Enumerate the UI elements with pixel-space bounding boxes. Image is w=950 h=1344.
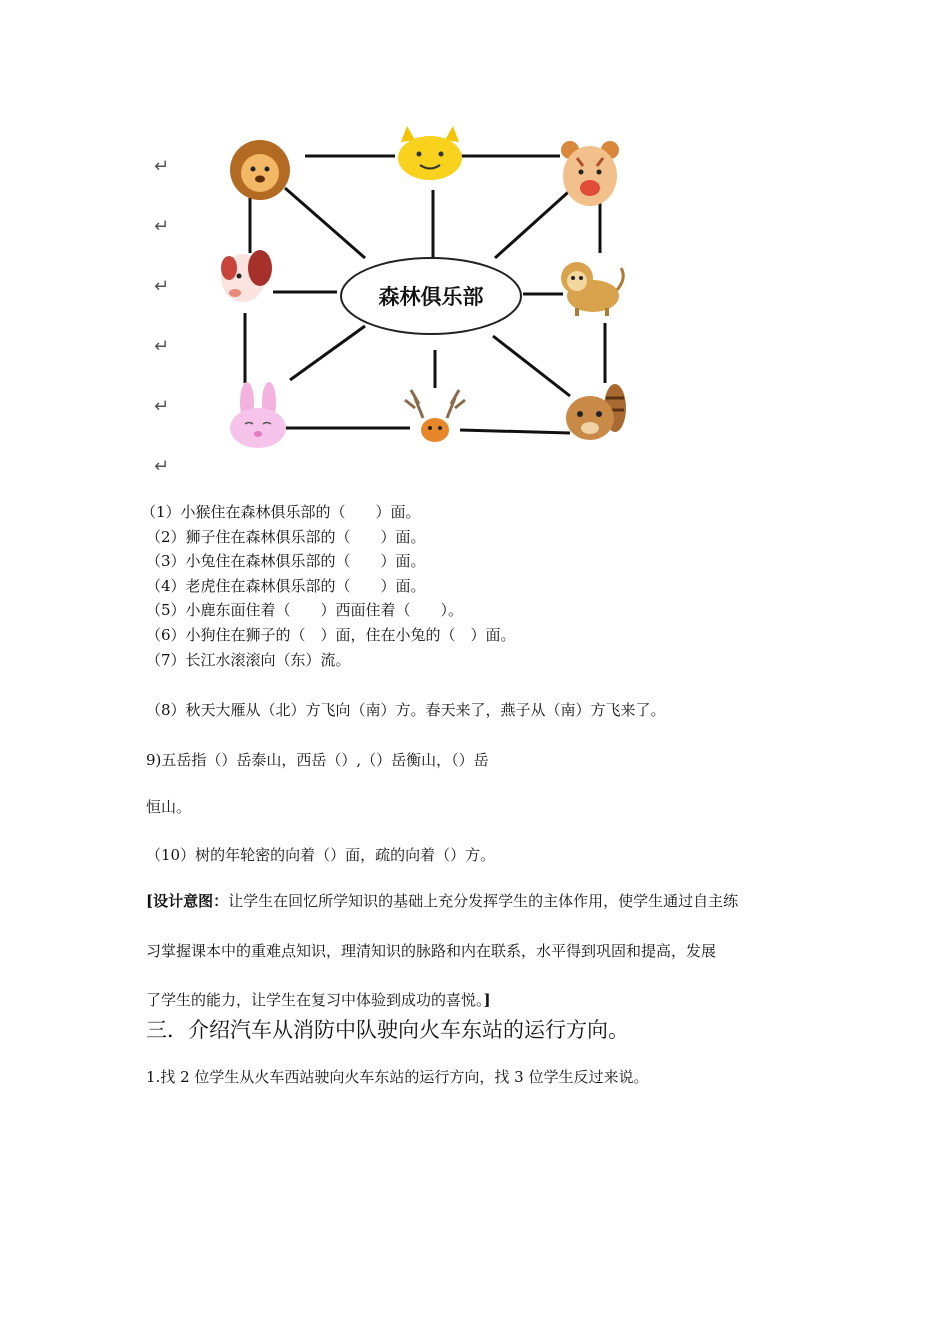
design-intent-line-2: 习掌握课本中的重难点知识，理清知识的脉路和内在联系，水平得到巩固和提高，发展	[146, 942, 717, 960]
design-intent-line-1	[146, 891, 738, 911]
forest-club-diagram	[205, 118, 635, 458]
dog-icon	[221, 250, 272, 302]
question-1: （1）小猴住在森林俱乐部的（ ）面。	[141, 503, 421, 521]
design-intent-label: [设计意图	[146, 892, 214, 910]
paragraph-mark: ↵	[154, 156, 170, 177]
question-4: （4）老虎住在森林俱乐部的（ ）面。	[146, 577, 426, 595]
question-9-continued: 恒山。	[146, 798, 192, 816]
deer-icon	[405, 390, 465, 442]
question-9: 9)五岳指（）岳泰山，西岳（）,（）岳衡山，（）岳	[146, 751, 489, 769]
question-6: （6）小狗住在狮子的（ ）面，住在小兔的（ ）面。	[146, 626, 516, 644]
paragraph-mark: ↵	[154, 276, 170, 297]
question-2: （2）狮子住在森林俱乐部的（ ）面。	[146, 528, 426, 546]
design-intent-text-1: 让学生在回忆所学知识的基础上充分发挥学生的主体作用，使学生通过自主练	[228, 892, 739, 910]
raccoon-icon	[566, 384, 626, 440]
task-1: 1.找 2 位学生从火车西站驶向火车东站的运行方向，找 3 位学生反过来说。	[146, 1068, 649, 1086]
cat-icon	[398, 126, 462, 180]
question-3: （3）小兔住在森林俱乐部的（ ）面。	[146, 552, 426, 570]
forest-club-label: 森林俱乐部	[378, 285, 484, 309]
design-intent-text-3: 了学生的能力，让学生在复习中体验到成功的喜悦。	[146, 991, 484, 1009]
paragraph-mark: ↵	[154, 216, 170, 237]
tiger-icon	[561, 141, 619, 206]
design-intent-close: ]	[483, 991, 491, 1009]
section-heading: 三．介绍汽车从消防中队驶向火车东站的运行方向。	[146, 1018, 629, 1042]
paragraph-mark: ↵	[154, 336, 170, 357]
rabbit-icon	[230, 382, 286, 448]
question-5: （5）小鹿东面住着（ ）西面住着（ ）。	[146, 601, 464, 619]
paragraph-mark: ↵	[154, 396, 170, 417]
question-7: （7）长江水滚滚向（东）流。	[146, 651, 351, 669]
design-intent-line-3	[146, 990, 491, 1010]
lion-icon	[230, 140, 290, 200]
question-8: （8）秋天大雁从（北）方飞向（南）方。春天来了，燕子从（南）方飞来了。	[146, 701, 666, 719]
monkey-icon	[561, 262, 623, 316]
paragraph-mark: ↵	[154, 456, 170, 477]
question-10: （10）树的年轮密的向着（）面，疏的向着（）方。	[146, 846, 496, 864]
design-intent-colon: ：	[213, 892, 229, 910]
